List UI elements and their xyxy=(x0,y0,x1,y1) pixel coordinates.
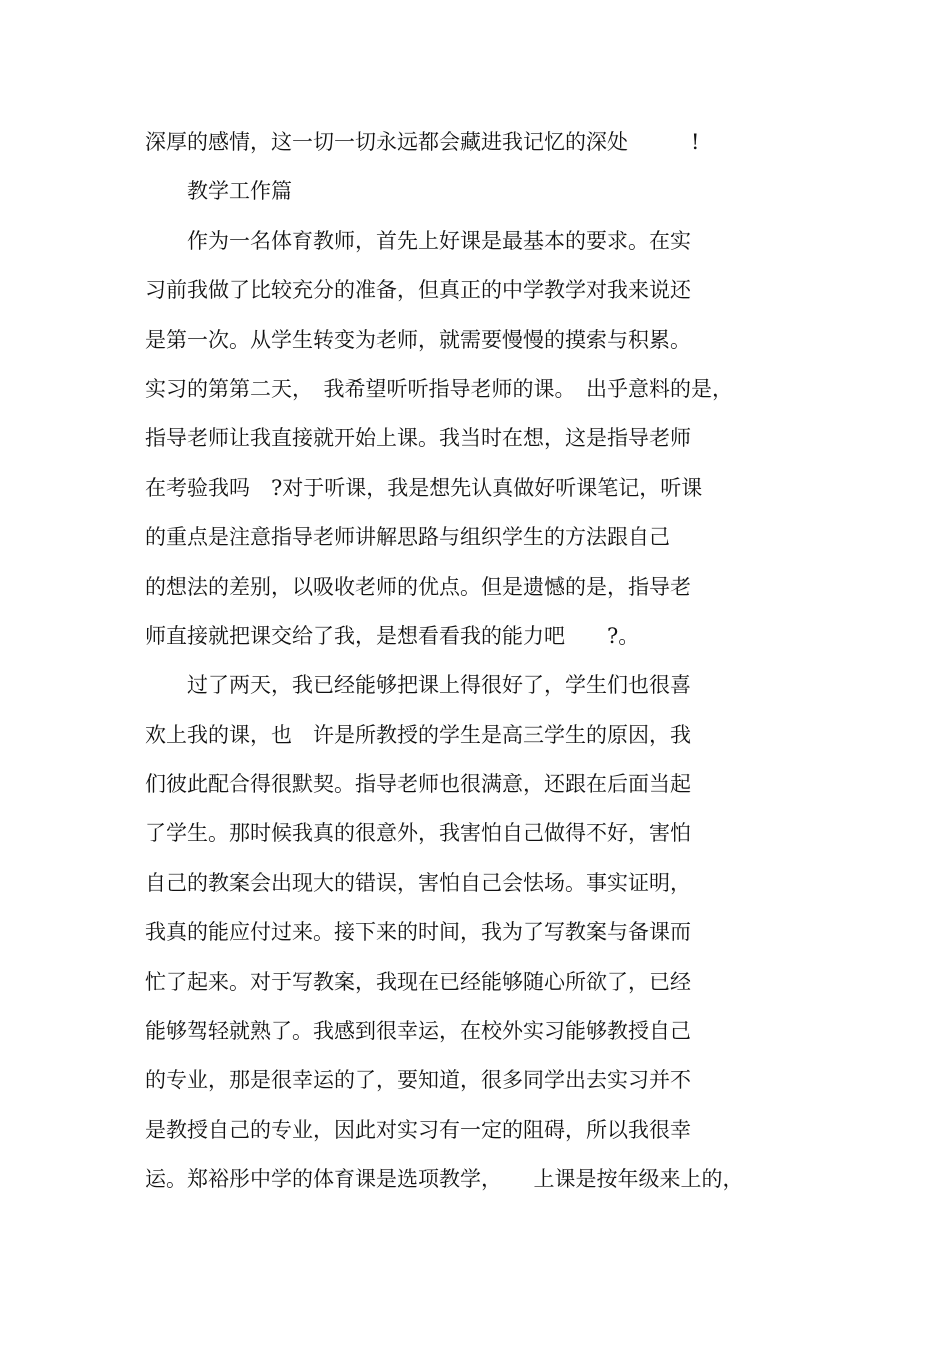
text-line: 的想法的差别，以吸收老师的优点。但是遗憾的是，指导老 xyxy=(145,574,691,599)
text-line: 的专业，那是很幸运的了，要知道，很多同学出去实习并不 xyxy=(145,1068,691,1093)
text-line: 指导老师让我直接就开始上课。我当时在想，这是指导老师 xyxy=(145,426,691,451)
text-line: 自己的教案会出现大的错误，害怕自己会怯场。事实证明， xyxy=(145,870,691,895)
text-line: 们彼此配合得很默契。指导老师也很满意，还跟在后面当起 xyxy=(145,772,691,797)
text-line: 我真的能应付过来。接下来的时间，我为了写教案与备课而 xyxy=(145,920,691,945)
text-line: 作为一名体育教师，首先上好课是最基本的要求。在实 xyxy=(145,228,691,253)
text-line: 师直接就把课交给了我，是想看看我的能力吧 ?。 xyxy=(145,623,640,648)
text-line: 能够驾轻就熟了。我感到很幸运，在校外实习能够教授自己 xyxy=(145,1019,691,1044)
text-line: 深厚的感情，这一切一切永远都会藏进我记忆的深处 ! xyxy=(145,130,700,154)
text-line: 实习的第第二天， 我希望听听指导老师的课。 出乎意料的是， xyxy=(145,376,733,401)
text-line: 的重点是注意指导老师讲解思路与组织学生的方法跟自己 xyxy=(145,525,670,550)
text-line: 了学生。那时候我真的很意外，我害怕自己做得不好，害怕 xyxy=(145,821,691,846)
text-line: 忙了起来。对于写教案，我现在已经能够随心所欲了，已经 xyxy=(145,969,691,994)
text-line: 在考验我吗 ?对于听课，我是想先认真做好听课笔记，听课 xyxy=(145,475,703,500)
section-heading: 教学工作篇 xyxy=(145,179,292,204)
text-line: 是教授自己的专业，因此对实习有一定的阻碍，所以我很幸 xyxy=(145,1117,691,1142)
text-line: 过了两天，我已经能够把课上得很好了，学生们也很喜 xyxy=(145,673,691,698)
body-text xyxy=(145,118,805,1205)
text-line: 是第一次。从学生转变为老师，就需要慢慢的摸索与积累。 xyxy=(145,327,691,352)
text-line: 习前我做了比较充分的准备，但真正的中学教学对我来说还 xyxy=(145,278,691,303)
text-line: 运。郑裕彤中学的体育课是选项教学， 上课是按年级来上的， xyxy=(145,1167,744,1192)
text-line: 欢上我的课，也 许是所教授的学生是高三学生的原因，我 xyxy=(145,722,691,747)
